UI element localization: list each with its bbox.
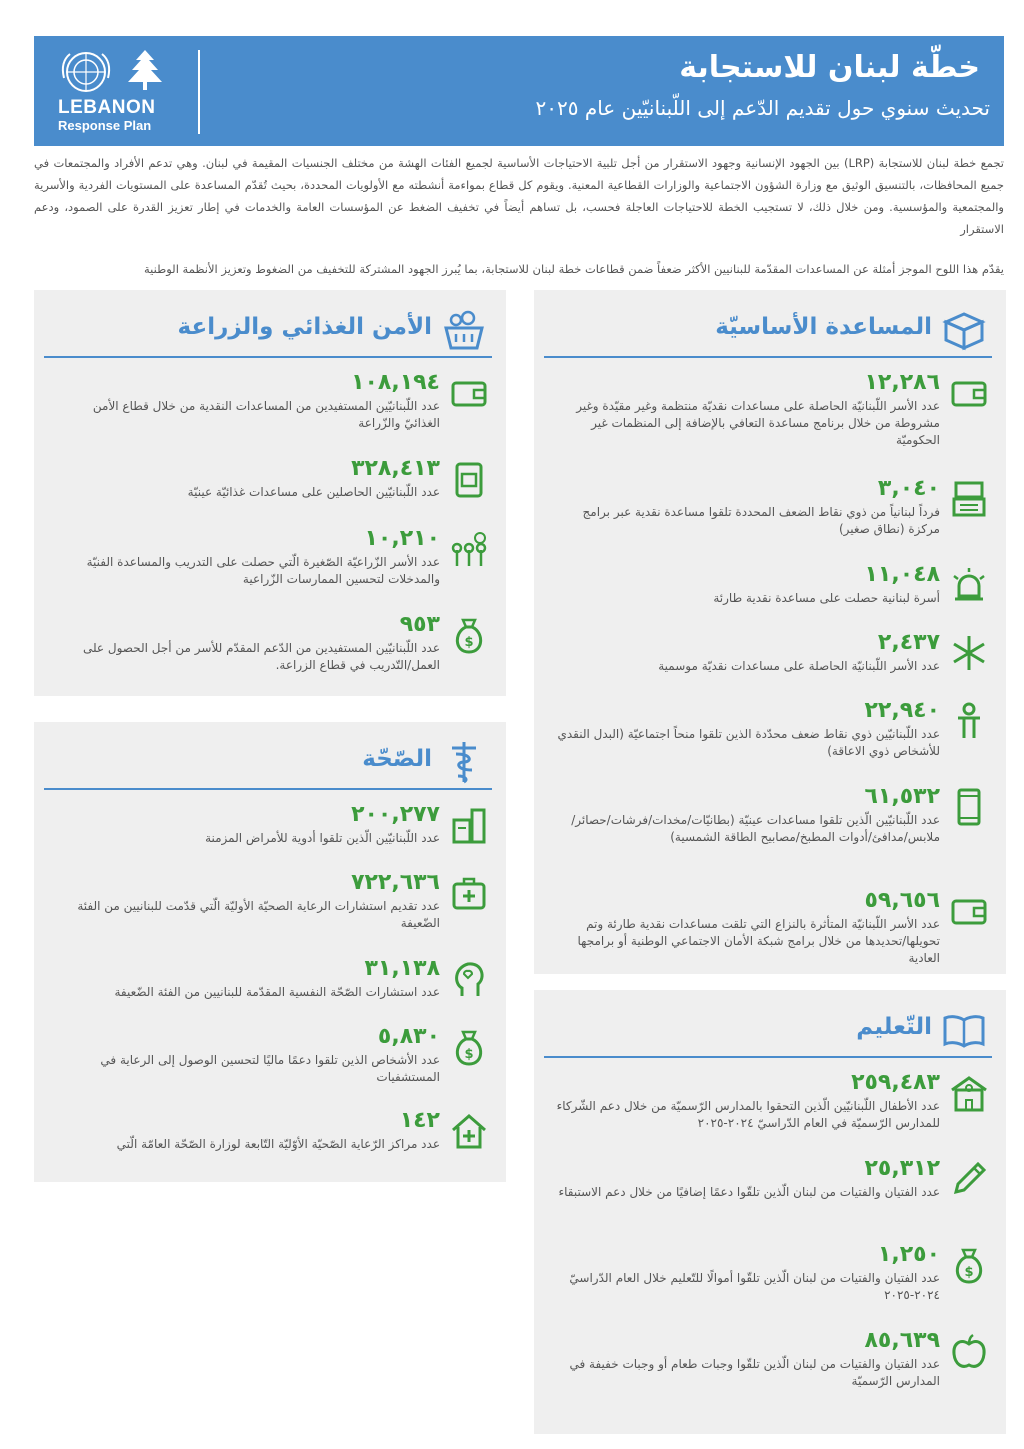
stat-number: ٣١,١٣٨ [364,956,440,981]
stat-number: ٥,٨٣٠ [377,1024,440,1049]
stat-description: عدد اللّبنانيّين الحاصلين على مساعدات غذائيّة عينيّة [187,485,440,499]
logo [34,36,199,146]
stat-description: عدد الأسر اللّبنانيّة الحاصلة على مساعدات نقديّة موسمية [658,659,940,673]
cedar-icon [122,48,168,96]
section-title: المساعدة الأساسيّة [715,314,932,340]
person-icon [950,702,988,740]
logo-line-2: Response Plan [58,118,152,133]
apple-icon [950,1332,988,1370]
stat-number: ٨٥,٦٣٩ [864,1328,940,1353]
stat-number: ٩٥٣ [399,612,440,637]
wallet-icon [950,892,988,930]
stat-number: ٢٥٩,٤٨٣ [851,1070,940,1095]
stat-number: ٢٢,٩٤٠ [864,698,940,723]
wallet-icon [450,374,488,412]
stat-description: عدد اللّبنانيّين المستفيدين من المساعدات النقدية من خلال قطاع الأمن الغذائيّ والزّراعة [92,399,440,430]
stat-number: ١٠٨,١٩٤ [351,370,440,395]
stat-number: ١٠,٢١٠ [364,526,440,551]
stat-description: أسرة لبنانية حصلت على مساعدة نقدية طارئة [713,591,940,605]
food-can-icon [450,460,488,498]
section-title: الأمن الغذائي والزراعة [177,314,432,340]
section-education [534,990,1006,1434]
wallet-icon [950,374,988,412]
header-divider [198,50,200,134]
pencil-icon [950,1160,988,1198]
stat-number: ١٢,٢٨٦ [864,370,940,395]
section-header [44,732,492,790]
stat-number: ٢,٤٣٧ [877,630,940,655]
intro-paragraph: تجمع خطة لبنان للاستجابة (LRP) بين الجهود الإنسانية وجهود الاستقرار من أجل تلبية الاحتياجات الأساسية لجميع الفئات الهشة من مختلف الجنسيات المقيمة في لبنان. وهي تدعم الأفراد والمجتمعات في جميع المحافظات، بالتنسيق الوثيق مع وزارة الشؤون الاجتماعية والوزارات القطاعية المعنية. ويقوم كل قطاع بمواءمة أنشطته مع الأولويات المحددة، بحيث تُقدّم المساعدة على المستويات الفردية والأسرية والمجتمعية والمؤسسية. ومن خلال ذلك، لا تستجيب الخطة للاحتياجات العاجلة فحسب، بل تساهم أيضاً في تخفيف الضغط عن المؤسسات العامة والخدمات في إطار تعزيز القدرة على الصمود، ودعم الاستقرار [34,156,1004,236]
stat-description: عدد الفتيان والفتيات من لبنان الّذين تلقّوا أموالًا للتّعليم خلال العام الدّراسيّ ٢٠٢٤-٢٠٢٥ [569,1271,940,1302]
mental-health-icon [450,960,488,998]
money-bag-icon [450,1028,488,1066]
stat-description: عدد مراكز الرّعاية الصّحيّة الأوّليّة التّابعة لوزارة الصّحّة العامّة الّتي [116,1137,440,1151]
stat-description: عدد الأسر اللّبنانيّة الحاصلة على مساعدات نقديّة منتظمة وغير مقيّدة وغير مشروطة من خلال برنامج مساعدة التعافي بالإضافة إلى المنظمات غير الحكوميّة [576,399,940,447]
stat-description: عدد اللّبنانيّين المستفيدين من الدّعم المقدّم للأسر من أجل الحصول على العمل/التّدريب في قطاع الزراعة. [82,641,440,672]
page-header [34,36,1004,146]
section-header [44,300,492,358]
cash-register-icon [950,480,988,518]
logo-text [58,98,155,133]
page-subtitle: تحديث سنوي حول تقديم الدّعم إلى اللّبنانيّين عام ٢٠٢٥ [535,96,990,120]
stat-number: ٣,٠٤٠ [877,476,940,501]
stat-description: عدد اللّبنانيّين الّذين تلقوا مساعدات عينيّة (بطانيّات/مخدات/فرشات/حصائر/ملابس/مدافئ/أدوات المطبخ/مصابيح الطاقة الشمسية) [571,813,940,844]
school-icon [950,1074,988,1112]
stat-number: ١١,٠٤٨ [864,562,940,587]
section-header [544,1000,992,1058]
page-title: خطّة لبنان للاستجابة [679,50,980,85]
stat-number: ١٤٢ [399,1108,440,1133]
blanket-icon [950,788,988,826]
svg-text:$: $ [464,1047,474,1062]
section-health [34,722,506,1182]
svg-text:$: $ [964,1265,974,1280]
stat-number: ٣٢٨,٤١٣ [351,456,440,481]
section-header [544,300,992,358]
money-bag-icon [950,1246,988,1284]
snowflake-icon [950,634,988,672]
open-book-icon [942,1008,986,1052]
stat-description: فرداً لبنانياً من ذوي نقاط الضعف المحددة تلقوا مساعدة نقدية عبر برامج مركزة (نطاق صغير) [582,505,940,536]
stat-description: عدد اللّبنانيّين ذوي نقاط ضعف محدّدة الذين تلقوا منحاً اجتماعيّة (البدل النقدي للأشخاص ذوي الاعاقة) [557,727,940,758]
stat-description: عدد الأطفال اللّبنانيّين الّذين التحقوا بالمدارس الرّسميّة من خلال دعم الشّركاء للمدارس الرّسميّة في العام الدّراسيّ ٢٠٢٤-٢٠٢٥ [556,1099,940,1130]
food-basket-icon [442,308,486,352]
plants-icon [450,530,488,568]
stat-description: عدد الأشخاص الذين تلقوا دعمًا ماليًا لتحسين الوصول إلى الرعاية في المستشفيات [100,1053,440,1084]
stat-description: عدد الأسر اللّبنانيّة المتأثرة بالنزاع التي تلقت مساعدات نقدية طارئة وتم تحويلها/تحديدها من خلال برامج شبكة الأمان الاجتماعي الوطنية أو برامجها العادية [577,917,940,965]
box-icon [942,308,986,352]
health-house-icon [450,1112,488,1150]
section-title: الصّحّة [362,746,432,772]
first-aid-icon [450,874,488,912]
caduceus-icon [442,740,486,784]
stat-description: عدد الفتيان والفتيات من لبنان الّذين تلقّوا دعمًا إضافيًا من خلال دعم الاستبقاء [558,1185,940,1199]
stat-description: عدد استشارات الصّحّة النفسية المقدّمة للبنانيين من الفئة الضّعيفة [114,985,440,999]
stat-number: ١,٢٥٠ [877,1242,940,1267]
section-title: التّعليم [856,1014,932,1040]
stat-number: ٦١,٥٣٢ [864,784,940,809]
stat-description: عدد الأسر الزّراعيّة الصّغيرة الّتي حصلت على التدريب والمساعدة الفنيّة والمدخلات لتحسين الممارسات الزّراعية [86,555,440,586]
stat-description: عدد تقديم استشارات الرعاية الصحيّة الأوليّة الّتي قدّمت للبنانيين من الفئة الضّعيفة [77,899,440,930]
stat-description: عدد اللّبنانيّين الّذين تلقوا أدوية للأمراض المزمنة [205,831,440,845]
alarm-light-icon [950,566,988,604]
svg-text:$: $ [464,635,474,650]
medicine-icon [450,806,488,844]
stat-description: عدد الفتيان والفتيات من لبنان الّذين تلقّوا وجبات طعام أو وجبات خفيفة في المدارس الرّسميّة [569,1357,940,1388]
money-bag-icon [450,616,488,654]
section-basic-assistance [534,290,1006,974]
section-food-security [34,290,506,696]
lead-paragraph: يقدّم هذا اللوح الموجز أمثلة عن المساعدات المقدّمة للبنانيين الأكثر ضعفاً ضمن قطاعات خطة لبنان للاستجابة، بما يُبرز الجهود المشتركة للتخفيف من الضغوط وتعزيز الأنظمة الوطنية [143,262,1004,276]
stat-number: ٥٩,٦٥٦ [864,888,940,913]
stat-number: ٢٠٠,٢٧٧ [351,802,440,827]
stat-number: ٧٢٢,٦٣٦ [351,870,440,895]
logo-line-1: LEBANON [58,97,156,118]
un-emblem-icon [56,48,120,96]
stat-number: ٢٥,٣١٢ [864,1156,940,1181]
